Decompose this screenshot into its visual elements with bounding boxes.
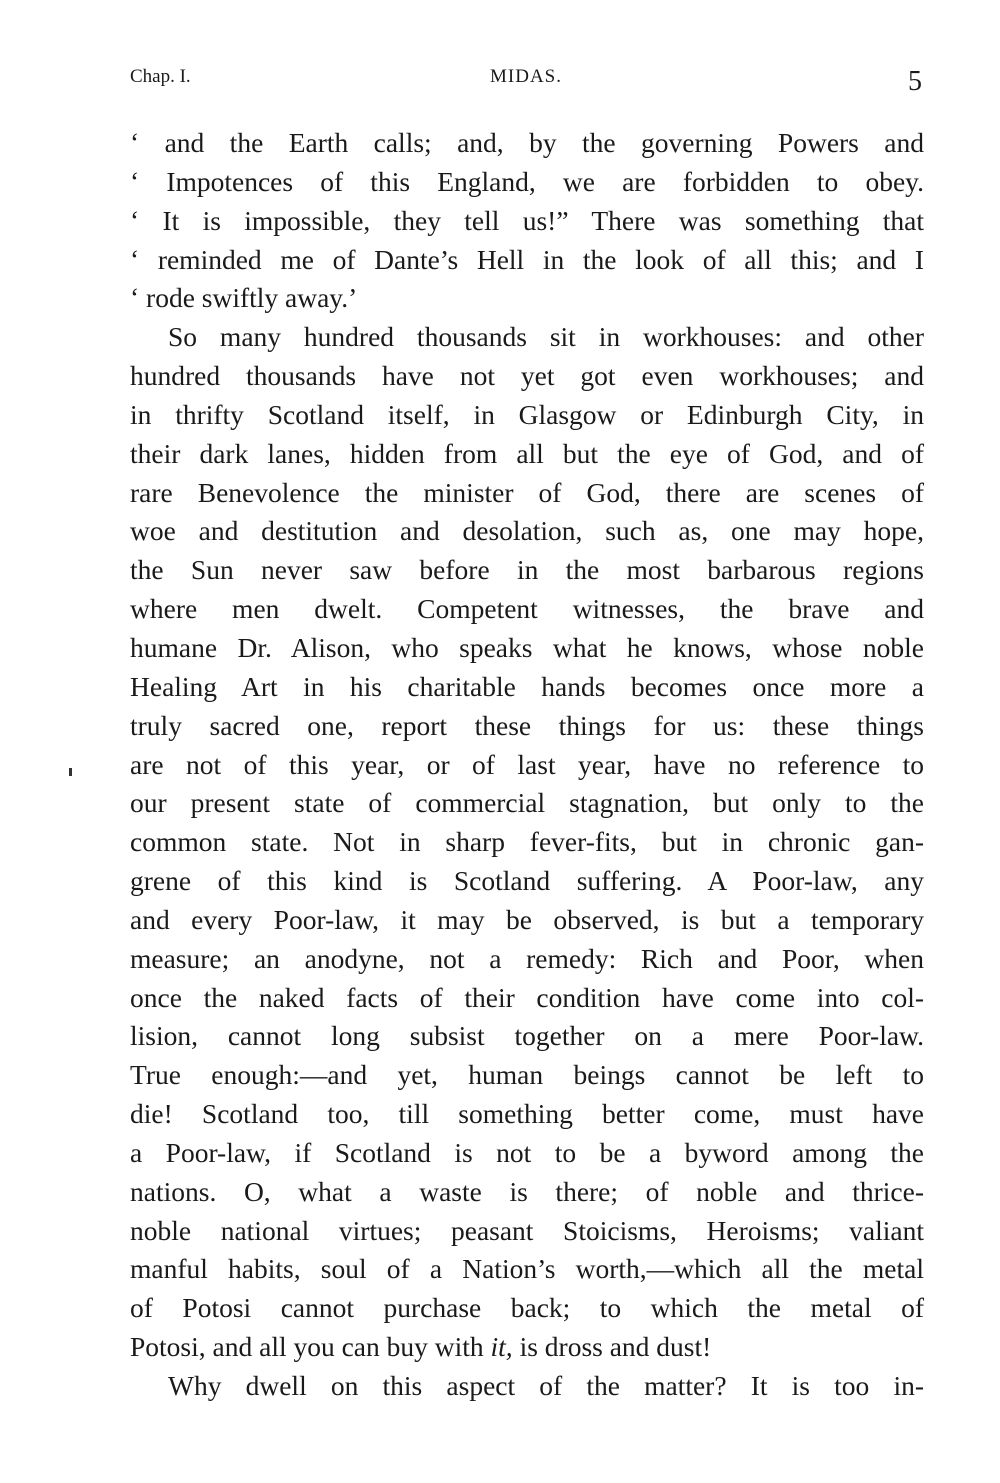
text-line: grene of this kind is Scotland suffering. A Poor-law, any: [130, 865, 924, 897]
text-line: a Poor-law, if Scotland is not to be a byword among the: [130, 1136, 924, 1168]
text-line: woe and destitution and desolation, such as, one may hope,: [130, 515, 924, 547]
running-title: MIDAS.: [490, 66, 562, 87]
text-segment: is dross and dust!: [519, 1331, 712, 1363]
text-line: ‘ Impotences of this England, we are forbidden to obey.: [130, 165, 924, 197]
text-line: hundred thousands have not yet got even workhouses; and: [130, 360, 924, 392]
text-line: are not of this year, or of last year, have no reference to: [130, 748, 924, 780]
text-segment: Potosi, and all you can buy with: [130, 1331, 484, 1363]
stray-ink-mark: [69, 768, 72, 776]
text-line: measure; an anodyne, not a remedy: Rich and Poor, when: [130, 942, 924, 974]
text-line: lision, cannot long subsist together on a mere Poor-law.: [130, 1020, 924, 1052]
text-line-with-italic: [130, 1328, 924, 1367]
text-line: of Potosi cannot purchase back; to which the metal of: [130, 1292, 924, 1324]
text-line: ‘ rode swiftly away.’: [130, 282, 358, 314]
running-head: [130, 66, 922, 100]
text-line: common state. Not in sharp fever-fits, but in chronic gan-: [130, 826, 924, 858]
text-line: noble national virtues; peasant Stoicisms, Heroisms; valiant: [130, 1214, 924, 1246]
body-text: [130, 124, 924, 1406]
text-line: the Sun never saw before in the most barbarous regions: [130, 554, 924, 586]
text-line: Healing Art in his charitable hands becomes once more a: [130, 670, 924, 702]
text-line: True enough:—and yet, human beings cannot be left to: [130, 1059, 924, 1091]
text-line: ‘ It is impossible, they tell us!” There was something that: [130, 204, 924, 236]
text-line: manful habits, soul of a Nation’s worth,—which all the metal: [130, 1253, 924, 1285]
text-line: their dark lanes, hidden from all but the eye of God, and of: [130, 437, 924, 469]
text-line: nations. O, what a waste is there; of noble and thrice-: [130, 1175, 924, 1207]
text-line: rare Benevolence the minister of God, there are scenes of: [130, 476, 924, 508]
text-line: ‘ reminded me of Dante’s Hell in the look of all this; and I: [130, 243, 924, 275]
chapter-label: Chap. I.: [130, 66, 191, 87]
text-line: once the naked facts of their condition have come into col-: [130, 981, 924, 1013]
text-line: in thrifty Scotland itself, in Glasgow or Edinburgh City, in: [130, 398, 924, 430]
text-line: die! Scotland too, till something better come, must have: [130, 1098, 924, 1130]
italic-word: it,: [490, 1331, 513, 1363]
text-line: humane Dr. Alison, who speaks what he knows, whose noble: [130, 631, 924, 663]
text-line: truly sacred one, report these things for us: these things: [130, 709, 924, 741]
text-line: So many hundred thousands sit in workhouses: and other: [168, 321, 924, 353]
text-line: ‘ and the Earth calls; and, by the governing Powers and: [130, 127, 924, 158]
text-line: our present state of commercial stagnation, but only to the: [130, 787, 924, 819]
page-number: 5: [908, 66, 922, 97]
text-line: where men dwelt. Competent witnesses, the brave and: [130, 593, 924, 625]
text-line: and every Poor-law, it may be observed, is but a temporary: [130, 903, 924, 935]
text-line: Why dwell on this aspect of the matter? It is too in-: [168, 1370, 924, 1401]
